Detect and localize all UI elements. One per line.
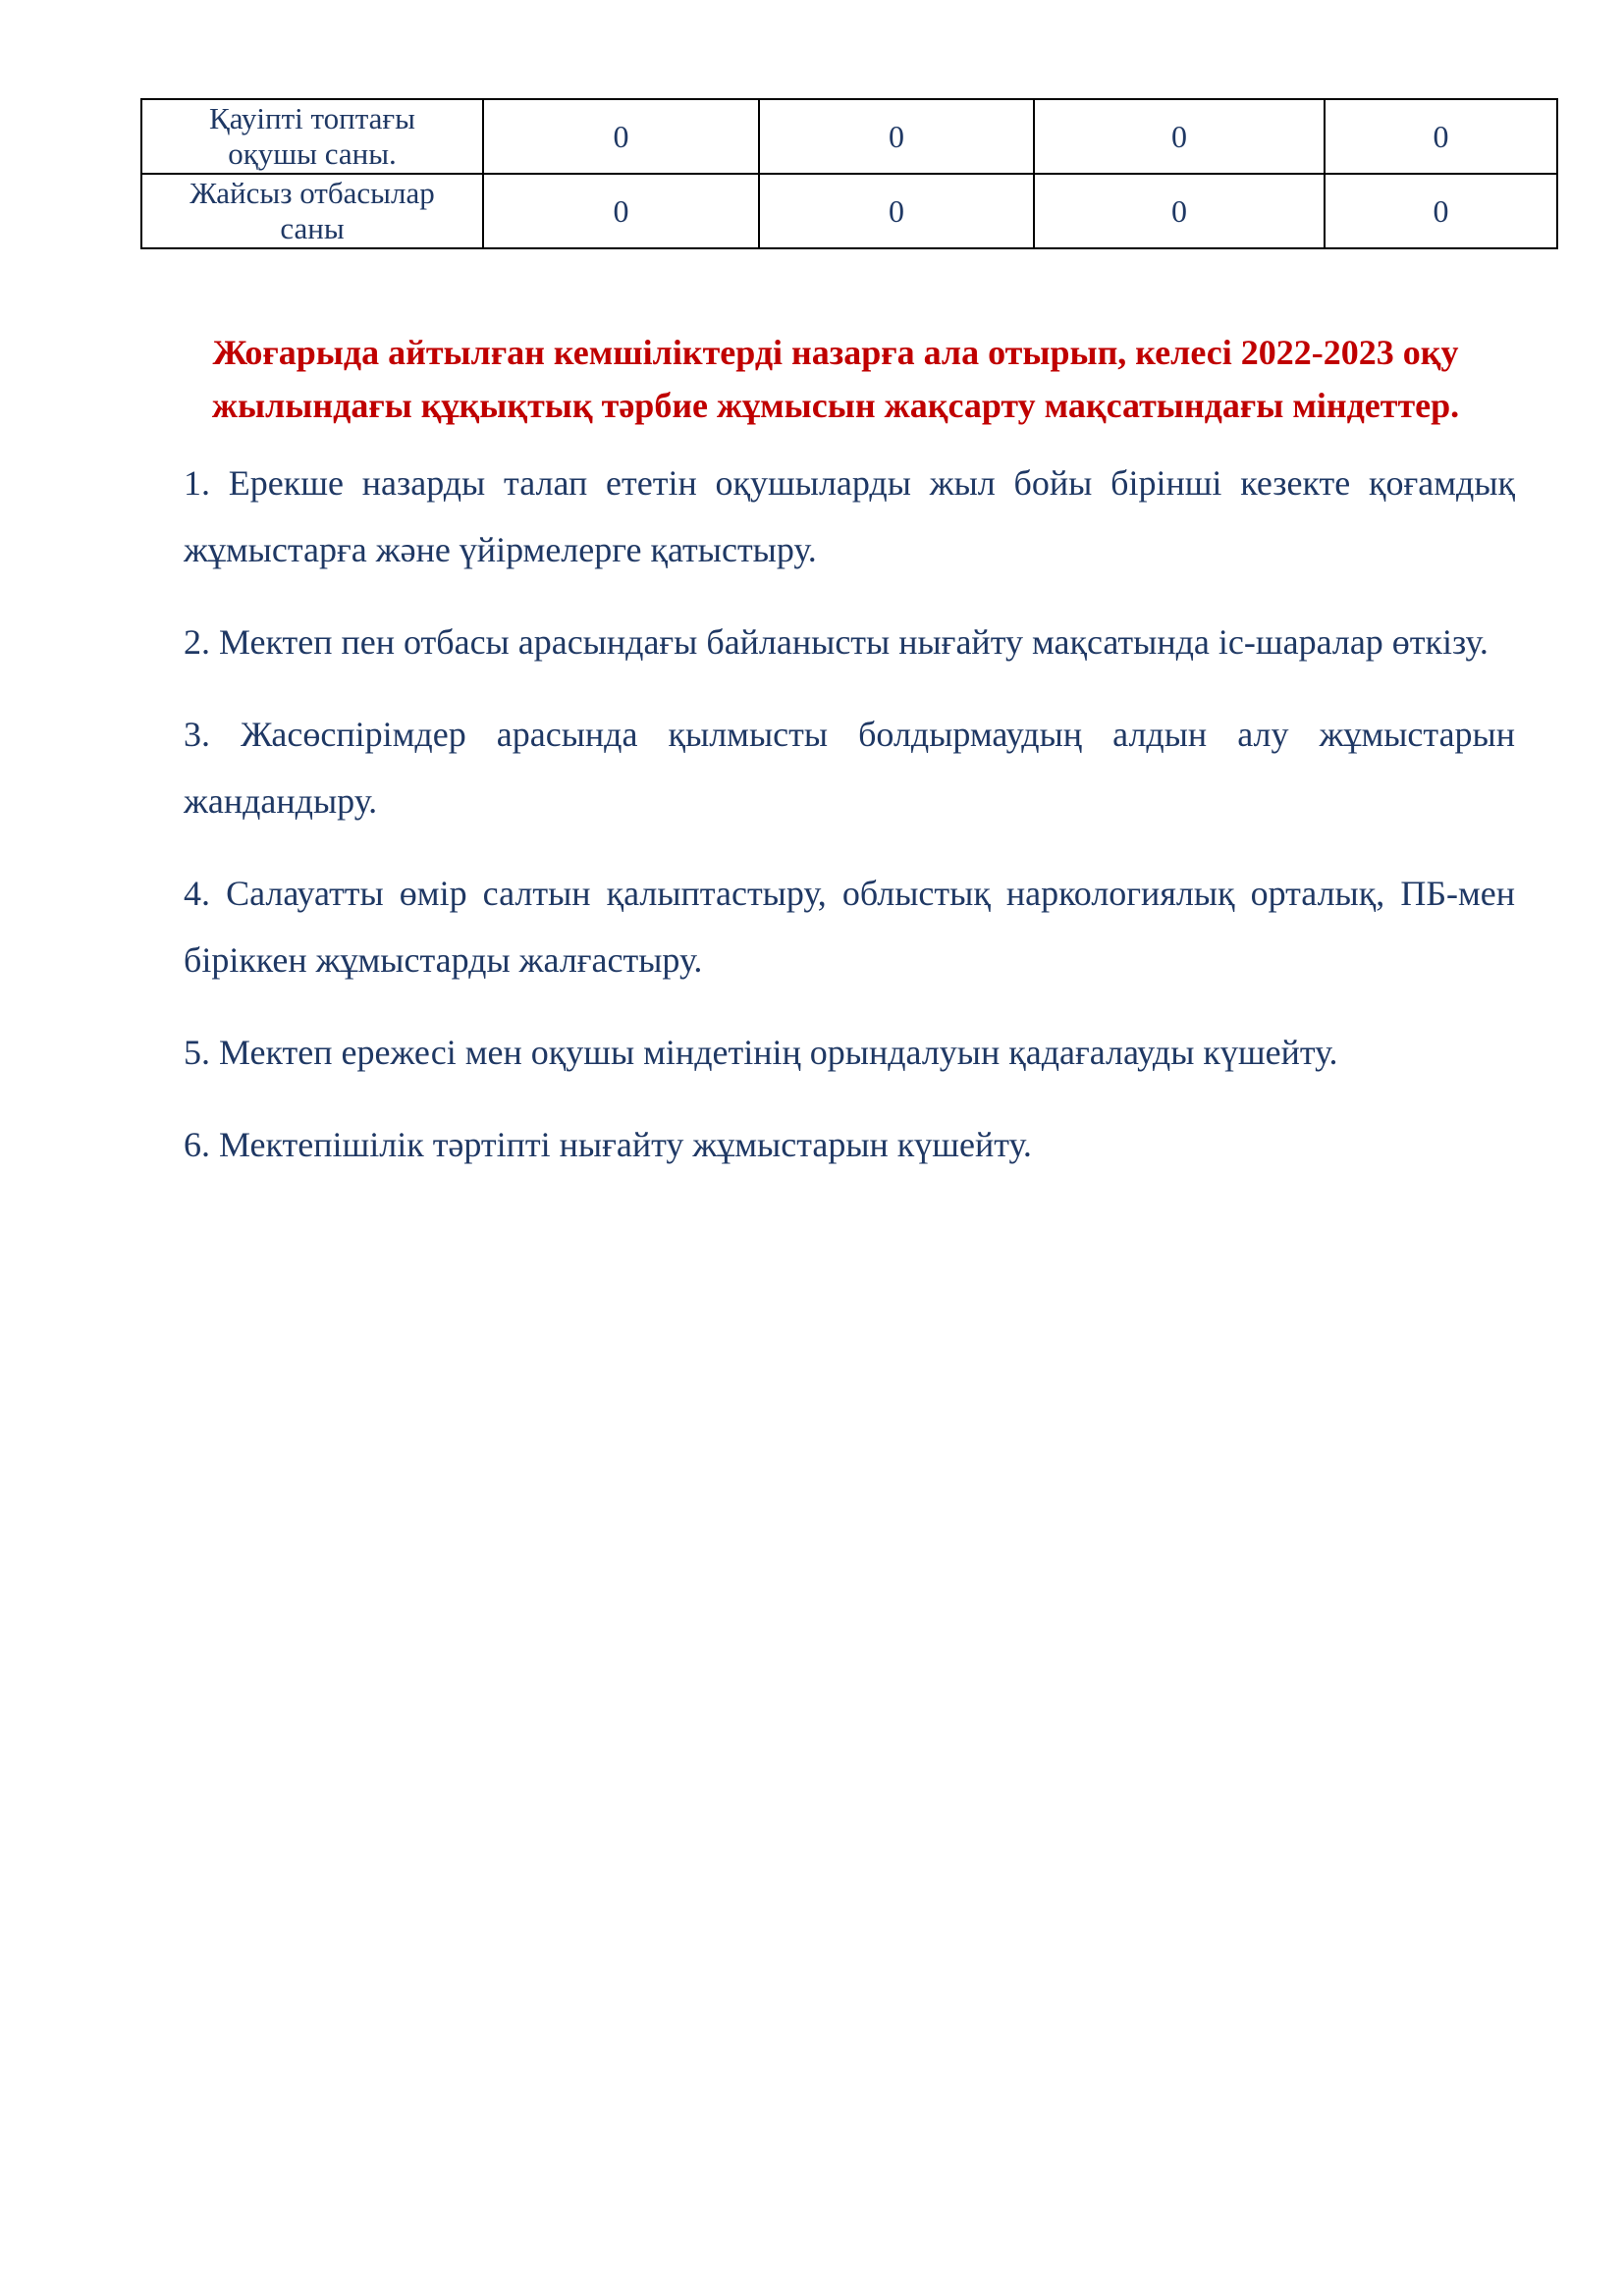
table-cell: 0: [1034, 99, 1325, 174]
table-cell: 0: [483, 99, 759, 174]
table-cell: 0: [483, 174, 759, 248]
table-cell: 0: [1034, 174, 1325, 248]
task-item: 5. Мектеп ережесі мен оқушы міндетінің орындалуын қадағалауды күшейту.: [184, 1033, 1338, 1072]
row-label-dysfunctional-families: [141, 174, 483, 248]
statistics-table: [140, 98, 1558, 249]
table-cell: 0: [759, 174, 1034, 248]
row-label-line: оқушы саны.: [228, 136, 397, 171]
task-item: 2. Мектеп пен отбасы арасындағы байланысты нығайту мақсатында іс-шаралар өткізу.: [184, 622, 1489, 662]
row-label-line: Жайсыз отбасылар: [189, 176, 435, 210]
task-item: 4. Салауатты өмір салтын қалыптастыру, облыстық наркологиялық орталық, ПБ-мен біріккен жұмыстарды жалғастыру.: [184, 874, 1515, 980]
table-cell: 0: [1325, 99, 1557, 174]
table-cell: 0: [759, 99, 1034, 174]
task-item: 3. Жасөспірімдер арасында қылмысты болдырмаудың алдын алу жұмыстарын жандандыру.: [184, 715, 1515, 821]
row-label-line: саны: [280, 211, 345, 245]
row-label-line: Қауіпті топтағы: [209, 101, 415, 135]
tasks-heading: Жоғарыда айтылған кемшіліктерді назарға ала отырып, келесі 2022-2023 оқу жылындағы құқықтық тәрбие жұмысын жақсарту мақсатындағы міндеттер.: [211, 333, 1460, 425]
table-row: [141, 99, 1557, 174]
table-row: [141, 174, 1557, 248]
row-label-at-risk-students: [141, 99, 483, 174]
task-item: 1. Ерекше назарды талап ететін оқушыларды жыл бойы бірінші кезекте қоғамдық жұмыстарға және үйірмелерге қатыстыру.: [184, 463, 1515, 569]
table-cell: 0: [1325, 174, 1557, 248]
task-item: 6. Мектепішілік тәртіпті нығайту жұмыстарын күшейту.: [184, 1125, 1032, 1164]
task-list: [184, 450, 1515, 1203]
